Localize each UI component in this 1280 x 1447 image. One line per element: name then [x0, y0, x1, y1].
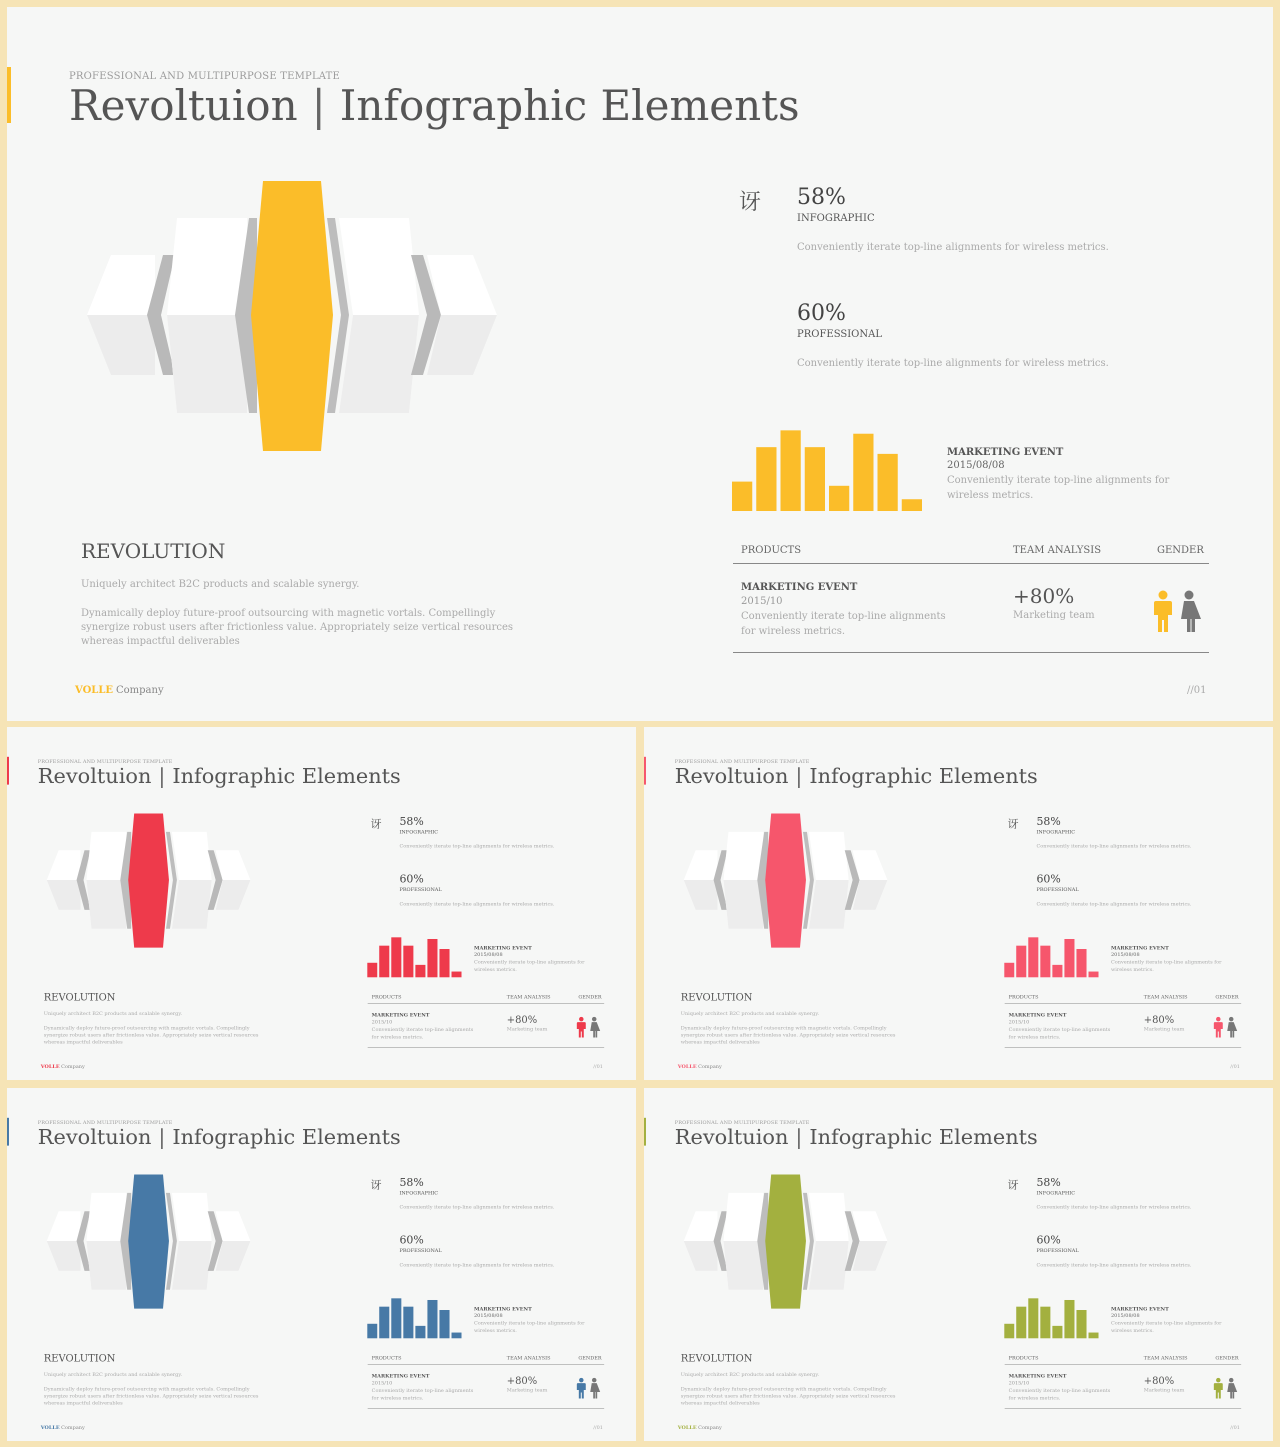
marketing-event-title: MARKETING EVENT [1110, 945, 1169, 952]
table-header [368, 1351, 604, 1364]
analysis-table [733, 537, 1209, 653]
bar [427, 939, 437, 977]
revolution-text-1: Uniquely architect B2C products and scalable synergy. [680, 1011, 820, 1017]
slide-5 [644, 1088, 1273, 1441]
bar [1028, 1298, 1038, 1338]
stat-value: 60% [1036, 873, 1061, 886]
table-row [368, 1365, 604, 1409]
bar [1040, 946, 1050, 978]
event-title: MARKETING EVENT [371, 1012, 430, 1019]
marketing-event-block [474, 946, 598, 974]
stat-professional [797, 301, 1109, 369]
bar [391, 1298, 401, 1338]
stat-label: PROFESSIONAL [1036, 886, 1079, 893]
slide-title: Revoltuion | Infographic Elements [674, 1124, 1038, 1150]
stat-description: Conveniently iterate top-line alignments for wireless metrics. [399, 1262, 555, 1268]
marketing-event-title: MARKETING EVENT [1110, 1306, 1169, 1313]
bar-chart [1004, 936, 1098, 978]
event-date: 2015/10 [1008, 1019, 1030, 1026]
analysis-table [1005, 1351, 1241, 1409]
event-desc: Conveniently iterate top-line alignments for wireless metrics. [1008, 1027, 1111, 1040]
event-cell [372, 1013, 476, 1041]
male-icon [577, 1378, 586, 1399]
marketing-event-block [1111, 946, 1235, 974]
marketing-event-desc: Conveniently iterate top-line alignments for wireless metrics. [473, 1320, 585, 1334]
stat-label: INFOGRAPHIC [399, 1190, 439, 1196]
bar [1040, 1307, 1050, 1339]
brand-name: VOLLE [75, 685, 113, 696]
brand-name: VOLLE [677, 1063, 697, 1070]
marketing-event-desc: Conveniently iterate top-line alignments for wireless metrics. [1110, 1320, 1222, 1334]
event-title: MARKETING EVENT [1008, 1012, 1067, 1019]
team-analysis-cell [1144, 1014, 1185, 1032]
male-icon [1154, 591, 1172, 633]
marketing-event-title: MARKETING EVENT [473, 1306, 532, 1313]
event-date: 2015/10 [371, 1019, 393, 1026]
stat-icon: 讶 [370, 1178, 382, 1192]
accent-bar [7, 1118, 9, 1146]
team-label: Marketing team [1143, 1387, 1185, 1394]
bar [1089, 1333, 1099, 1339]
stat-label: PROFESSIONAL [399, 886, 442, 893]
header-products: PRODUCTS [371, 1355, 402, 1361]
revolution-title: REVOLUTION [43, 1352, 116, 1365]
event-title: MARKETING EVENT [741, 582, 858, 593]
revolution-text-1: Uniquely architect B2C products and scalable synergy. [680, 1372, 820, 1378]
brand-suffix: Company [115, 685, 164, 696]
brand-footer [678, 1425, 722, 1430]
accent-bar [7, 757, 9, 785]
marketing-event-date: 2015/08/08 [1110, 1313, 1140, 1319]
stat-infographic [797, 185, 1109, 253]
table-row [1005, 1365, 1241, 1409]
marketing-event-date: 2015/08/08 [1110, 952, 1140, 958]
stat-description: Conveniently iterate top-line alignments for wireless metrics. [399, 843, 555, 850]
bar-chart [367, 1297, 461, 1339]
stat-infographic [1036, 815, 1191, 849]
template-subtitle: PROFESSIONAL AND MULTIPURPOSE TEMPLATE [37, 1119, 173, 1126]
analysis-table [368, 1351, 604, 1409]
stat-description: Conveniently iterate top-line alignments for wireless metrics. [1036, 1204, 1192, 1211]
marketing-event-desc: Conveniently iterate top-line alignments for wireless metrics. [947, 475, 1170, 501]
header-team-analysis: TEAM ANALYSIS [1143, 994, 1188, 1000]
bar [756, 447, 776, 511]
analysis-table [368, 990, 604, 1048]
stat-value: 60% [797, 301, 846, 326]
team-label: Marketing team [1143, 1026, 1185, 1033]
revolution-title: REVOLUTION [43, 991, 116, 1004]
revolution-text-2: Dynamically deploy future-proof outsourcing with magnetic vortals. Compellingly synergize robust users after frictionless value. Appropriately seize vertical resources whereas impactful deliverables [43, 1386, 259, 1406]
stat-label: PROFESSIONAL [797, 329, 882, 340]
marketing-event-block [947, 447, 1197, 503]
slide-4 [7, 1088, 636, 1441]
bar-chart [732, 427, 922, 511]
revolution-text-2: Dynamically deploy future-proof outsourcing with magnetic vortals. Compellingly synergize robust users after frictionless value. Appropriately seize vertical resources whereas impactful deliverables [43, 1025, 259, 1045]
page-number: //01 [593, 1063, 603, 1070]
event-desc: Conveniently iterate top-line alignments for wireless metrics. [1008, 1388, 1111, 1401]
hexagon-arrow-graphic [42, 1171, 251, 1310]
bar [781, 430, 801, 511]
male-icon [1214, 1017, 1223, 1038]
bar-chart [367, 936, 461, 978]
marketing-event-title: MARKETING EVENT [473, 945, 532, 952]
header-products: PRODUCTS [371, 994, 402, 1000]
page-number: //01 [1230, 1424, 1240, 1431]
team-label: Marketing team [506, 1026, 548, 1033]
stat-value: 58% [1036, 815, 1061, 828]
team-value: +80% [1143, 1374, 1175, 1387]
stat-value: 58% [399, 815, 424, 828]
slide-1 [7, 7, 1273, 721]
table-header [733, 537, 1209, 564]
marketing-event-desc: Conveniently iterate top-line alignments for wireless metrics. [1110, 959, 1222, 973]
stat-professional [1036, 873, 1191, 907]
slide-title: Revoltuion | Infographic Elements [69, 81, 800, 130]
marketing-event-title: MARKETING EVENT [947, 447, 1064, 458]
header-products: PRODUCTS [1008, 994, 1039, 1000]
stat-description: Conveniently iterate top-line alignments for wireless metrics. [1036, 1262, 1192, 1268]
table-row [1005, 1004, 1241, 1048]
marketing-event-date: 2015/08/08 [473, 1313, 503, 1319]
stat-label: PROFESSIONAL [1036, 1247, 1079, 1254]
brand-name: VOLLE [40, 1424, 60, 1431]
event-date: 2015/10 [371, 1380, 393, 1387]
template-subtitle: PROFESSIONAL AND MULTIPURPOSE TEMPLATE [674, 758, 810, 765]
bar [1052, 1326, 1062, 1339]
bar [415, 965, 425, 978]
table-header [1005, 990, 1241, 1003]
slide-title: Revoltuion | Infographic Elements [37, 763, 401, 789]
stat-value: 60% [399, 873, 424, 886]
stat-icon: 讶 [370, 817, 382, 831]
page-number: //01 [1230, 1063, 1240, 1070]
event-cell [741, 582, 951, 639]
bar-chart [1004, 1297, 1098, 1339]
stat-description: Conveniently iterate top-line alignments for wireless metrics. [399, 901, 555, 907]
header-gender: GENDER [578, 994, 602, 1000]
stat-value: 58% [399, 1176, 424, 1189]
header-team-analysis: TEAM ANALYSIS [506, 994, 551, 1000]
marketing-event-date: 2015/08/08 [947, 460, 1005, 471]
team-analysis-cell [507, 1375, 548, 1393]
gender-icons [1212, 1378, 1242, 1400]
accent-bar [7, 67, 11, 123]
team-value: +80% [506, 1013, 538, 1026]
revolution-text-2: Dynamically deploy future-proof outsourcing with magnetic vortals. Compellingly synergize robust users after frictionless value. Appropriately seize vertical resources whereas impactful deliverables [680, 1025, 896, 1045]
accent-bar [644, 1118, 646, 1146]
bar [902, 499, 922, 511]
slide-title: Revoltuion | Infographic Elements [37, 1124, 401, 1150]
event-title: MARKETING EVENT [371, 1373, 430, 1380]
stat-label: PROFESSIONAL [399, 1247, 442, 1254]
gender-icons [1151, 590, 1211, 634]
gender-icons [1212, 1017, 1242, 1039]
marketing-event-block [1111, 1307, 1235, 1335]
table-row [368, 1004, 604, 1048]
team-analysis-cell [1013, 584, 1095, 621]
team-analysis-cell [507, 1014, 548, 1032]
female-icon [1227, 1017, 1237, 1038]
bar [829, 486, 849, 511]
page-number: //01 [593, 1424, 603, 1431]
header-gender: GENDER [578, 1355, 602, 1361]
female-icon [590, 1378, 600, 1399]
bar [367, 963, 377, 978]
bar [732, 482, 752, 511]
brand-name: VOLLE [40, 1063, 60, 1070]
hexagon-arrow-graphic [679, 810, 888, 949]
bar [1064, 1300, 1074, 1338]
team-label: Marketing team [1013, 610, 1095, 621]
revolution-text-1: Uniquely architect B2C products and scalable synergy. [81, 579, 360, 590]
table-header [368, 990, 604, 1003]
bar [427, 1300, 437, 1338]
gender-icons [575, 1017, 605, 1039]
event-desc: Conveniently iterate top-line alignments for wireless metrics. [741, 611, 946, 637]
brand-suffix: Company [61, 1063, 85, 1070]
header-team-analysis: TEAM ANALYSIS [1013, 545, 1102, 556]
stat-value: 58% [797, 185, 846, 210]
team-value: +80% [1013, 584, 1075, 608]
bar [403, 946, 413, 978]
stat-icon: 讶 [1007, 1178, 1019, 1192]
event-date: 2015/10 [1008, 1380, 1030, 1387]
gender-icons [575, 1378, 605, 1400]
revolution-text-1: Uniquely architect B2C products and scalable synergy. [43, 1372, 183, 1378]
bar [1076, 1310, 1086, 1338]
header-gender: GENDER [1157, 545, 1204, 556]
marketing-event-desc: Conveniently iterate top-line alignments for wireless metrics. [473, 959, 585, 973]
table-row [733, 564, 1209, 653]
bar [367, 1324, 377, 1339]
event-cell [1009, 1013, 1113, 1041]
female-icon [1181, 591, 1201, 633]
bar [379, 946, 389, 978]
bar [878, 454, 898, 511]
brand-footer [678, 1064, 722, 1069]
stat-professional [399, 873, 554, 907]
bar [391, 937, 401, 977]
bar [1089, 972, 1099, 978]
stat-professional [399, 1234, 554, 1268]
stat-infographic [399, 1176, 554, 1210]
stat-infographic [399, 815, 554, 849]
bar [379, 1307, 389, 1339]
stat-label: INFOGRAPHIC [399, 829, 439, 835]
stat-icon: 讶 [739, 190, 762, 215]
bar [1016, 946, 1026, 978]
header-products: PRODUCTS [741, 545, 802, 556]
bar [1052, 965, 1062, 978]
header-team-analysis: TEAM ANALYSIS [1143, 1355, 1188, 1361]
team-label: Marketing team [506, 1387, 548, 1394]
brand-footer [41, 1064, 85, 1069]
slide-title: Revoltuion | Infographic Elements [674, 763, 1038, 789]
event-date: 2015/10 [741, 596, 783, 607]
revolution-text-2: Dynamically deploy future-proof outsourcing with magnetic vortals. Compellingly synergize robust users after frictionless value. Appropriately seize vertical resources whereas impactful deliverables [81, 608, 514, 647]
event-cell [372, 1374, 476, 1402]
stat-description: Conveniently iterate top-line alignments for wireless metrics. [1036, 901, 1192, 907]
revolution-title: REVOLUTION [680, 991, 753, 1004]
event-title: MARKETING EVENT [1008, 1373, 1067, 1380]
stat-value: 60% [399, 1234, 424, 1247]
header-gender: GENDER [1215, 994, 1239, 1000]
template-subtitle: PROFESSIONAL AND MULTIPURPOSE TEMPLATE [37, 758, 173, 765]
bar [1064, 939, 1074, 977]
team-analysis-cell [1144, 1375, 1185, 1393]
bar [805, 447, 825, 511]
revolution-text-2: Dynamically deploy future-proof outsourcing with magnetic vortals. Compellingly synergize robust users after frictionless value. Appropriately seize vertical resources whereas impactful deliverables [680, 1386, 896, 1406]
analysis-table [1005, 990, 1241, 1048]
bar [1076, 949, 1086, 977]
bar [1004, 963, 1014, 978]
event-desc: Conveniently iterate top-line alignments for wireless metrics. [371, 1388, 474, 1401]
stat-icon: 讶 [1007, 817, 1019, 831]
header-gender: GENDER [1215, 1355, 1239, 1361]
header-team-analysis: TEAM ANALYSIS [506, 1355, 551, 1361]
bar [439, 949, 449, 977]
brand-suffix: Company [698, 1063, 722, 1070]
slide-3 [644, 727, 1273, 1080]
stat-label: INFOGRAPHIC [1036, 1190, 1076, 1196]
revolution-title: REVOLUTION [81, 539, 226, 563]
bar [1028, 937, 1038, 977]
female-icon [1227, 1378, 1237, 1399]
stat-label: INFOGRAPHIC [797, 213, 875, 224]
hexagon-arrow-graphic [679, 1171, 888, 1310]
table-header [1005, 1351, 1241, 1364]
bar [452, 1333, 462, 1339]
female-icon [590, 1017, 600, 1038]
header-products: PRODUCTS [1008, 1355, 1039, 1361]
revolution-title: REVOLUTION [680, 1352, 753, 1365]
brand-name: VOLLE [677, 1424, 697, 1431]
brand-suffix: Company [698, 1424, 722, 1431]
bar [1004, 1324, 1014, 1339]
stat-professional [1036, 1234, 1191, 1268]
brand-footer [41, 1425, 85, 1430]
bar [415, 1326, 425, 1339]
slide-2 [7, 727, 636, 1080]
page-number: //01 [1187, 685, 1207, 696]
marketing-event-block [474, 1307, 598, 1335]
hexagon-arrow-graphic [77, 175, 497, 455]
bar [403, 1307, 413, 1339]
team-value: +80% [1143, 1013, 1175, 1026]
stat-infographic [1036, 1176, 1191, 1210]
event-cell [1009, 1374, 1113, 1402]
stat-description: Conveniently iterate top-line alignments for wireless metrics. [1036, 843, 1192, 850]
hexagon-arrow-graphic [42, 810, 251, 949]
stat-description: Conveniently iterate top-line alignments for wireless metrics. [797, 358, 1109, 369]
stat-value: 58% [1036, 1176, 1061, 1189]
brand-footer [75, 685, 164, 696]
event-desc: Conveniently iterate top-line alignments for wireless metrics. [371, 1027, 474, 1040]
revolution-text-1: Uniquely architect B2C products and scalable synergy. [43, 1011, 183, 1017]
template-subtitle: PROFESSIONAL AND MULTIPURPOSE TEMPLATE [69, 71, 341, 82]
bar [1016, 1307, 1026, 1339]
accent-bar [644, 757, 646, 785]
male-icon [577, 1017, 586, 1038]
marketing-event-date: 2015/08/08 [473, 952, 503, 958]
male-icon [1214, 1378, 1223, 1399]
bar [439, 1310, 449, 1338]
stat-description: Conveniently iterate top-line alignments for wireless metrics. [399, 1204, 555, 1211]
bar [853, 434, 873, 511]
template-subtitle: PROFESSIONAL AND MULTIPURPOSE TEMPLATE [674, 1119, 810, 1126]
stat-label: INFOGRAPHIC [1036, 829, 1076, 835]
brand-suffix: Company [61, 1424, 85, 1431]
bar [452, 972, 462, 978]
team-value: +80% [506, 1374, 538, 1387]
stat-description: Conveniently iterate top-line alignments for wireless metrics. [797, 242, 1109, 253]
stat-value: 60% [1036, 1234, 1061, 1247]
